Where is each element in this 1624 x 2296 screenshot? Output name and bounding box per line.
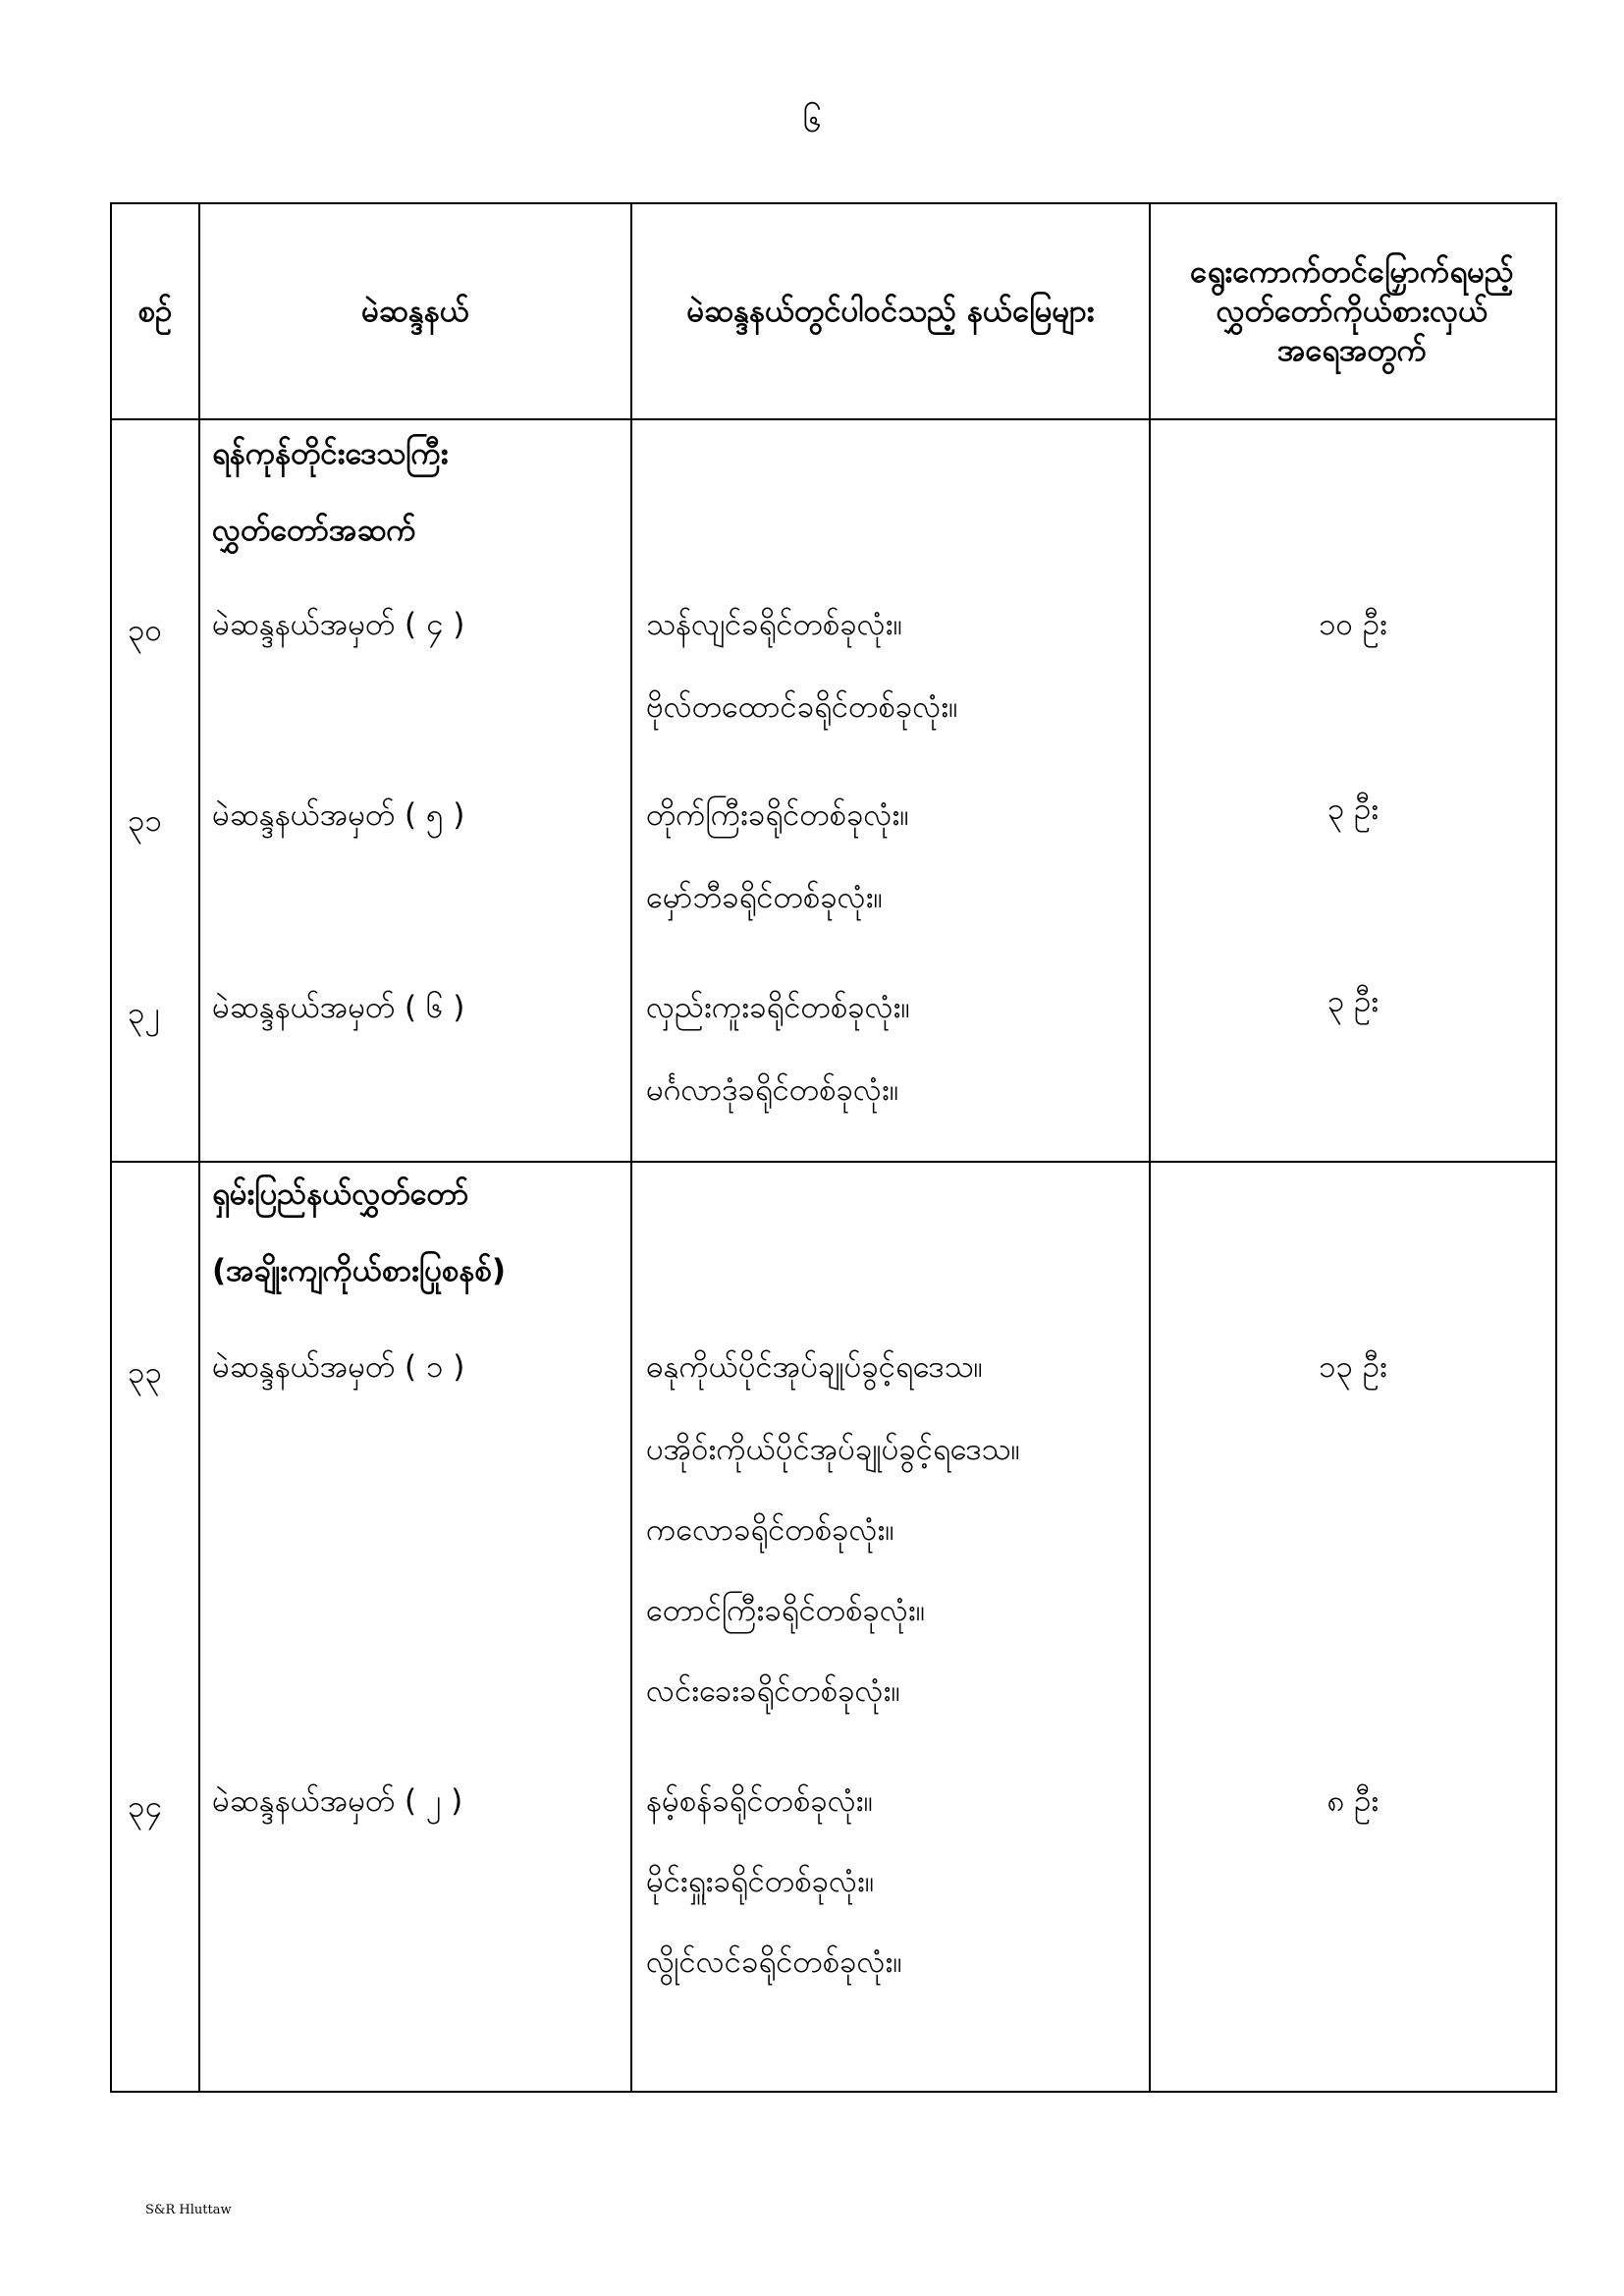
row-area: ဗိုလ်တထောင်ခရိုင်တစ်ခုလုံး။	[646, 689, 958, 725]
row-area: ဓနုကိုယ်ပိုင်အုပ်ချုပ်ခွင့်ရဒေသ။	[646, 1349, 983, 1385]
row-constituency: မဲဆန္ဒနယ်အမှတ် ( ၂ )	[212, 1783, 463, 1819]
row-area: မိုင်းရှူးခရိုင်တစ်ခုလုံး။	[646, 1864, 875, 1899]
table-border-bottom	[110, 2091, 1557, 2093]
row-number: ၃၁	[128, 803, 162, 839]
row-area: တောင်ကြီးခရိုင်တစ်ခုလုံး။	[646, 1593, 926, 1628]
section-title-line: ရန်ကုန်တိုင်းဒေသကြီး	[212, 436, 449, 471]
row-constituency: မဲဆန္ဒနယ်အမှတ် ( ၅ )	[212, 797, 465, 833]
section-title-line: လွှတ်တော်အဆက်	[212, 513, 416, 548]
row-number: ၃၀	[128, 613, 162, 648]
row-representative-count: ၃ ဦး	[1326, 792, 1380, 827]
row-number: ၃၃	[128, 1355, 162, 1391]
section-title-line: ရှမ်းပြည်နယ်လွှတ်တော်	[212, 1176, 469, 1212]
row-area: လင်းခေးခရိုင်တစ်ခုလုံး။	[646, 1673, 900, 1709]
row-area: တိုက်ကြီးခရိုင်တစ်ခုလုံး။	[646, 797, 909, 833]
table-border-left	[110, 202, 112, 2093]
row-representative-count: ၃ ဦး	[1326, 984, 1380, 1019]
row-area: မှော်ဘီခရိုင်တစ်ခုလုံး။	[646, 880, 883, 915]
row-number: ၃၂	[128, 996, 160, 1031]
column-divider-2	[630, 202, 632, 2093]
column-divider-1	[198, 202, 200, 2093]
row-area: သန်လျင်ခရိုင်တစ်ခုလုံး။	[646, 607, 902, 642]
header-representatives: ရွေးကောက်တင်မြှောက်ရမည့် လွှတ်တော်ကိုယ်စားလှယ် အရေအတွက်	[1190, 254, 1514, 368]
row-representative-count: ၈ ဦး	[1326, 1783, 1380, 1819]
row-constituency: မဲဆန္ဒနယ်အမှတ် ( ၆ )	[212, 990, 465, 1025]
row-area: မင်္ဂလာဒုံခရိုင်တစ်ခုလုံး။	[646, 1072, 899, 1108]
header-included-areas: မဲဆန္ဒနယ်တွင်ပါဝင်သည့် နယ်မြေများ	[686, 294, 1095, 329]
row-constituency: မဲဆန္ဒနယ်အမှတ် ( ၁ )	[212, 1349, 465, 1385]
header-constituency: မဲဆန္ဒနယ်	[361, 294, 469, 329]
page-number: ၆	[802, 101, 822, 140]
row-area: ကလောခရိုင်တစ်ခုလုံး။	[646, 1512, 894, 1548]
row-area: ပအိုဝ်းကိုယ်ပိုင်အုပ်ချုပ်ခွင့်ရဒေသ။	[646, 1432, 1020, 1467]
row-representative-count: ၁၀ ဦး	[1319, 607, 1387, 642]
section-title-line: (အချိုးကျကိုယ်စားပြုစနစ်)	[212, 1253, 506, 1288]
section-divider	[110, 1161, 1557, 1163]
header-no: စဉ်	[137, 294, 173, 329]
constituency-table	[110, 202, 1557, 2093]
row-representative-count: ၁၃ ဦး	[1319, 1349, 1387, 1385]
table-border-right	[1555, 202, 1557, 2093]
row-area: နမ့်စန်ခရိုင်တစ်ခုလုံး။	[646, 1783, 874, 1819]
footer-text: S&R Hluttaw	[145, 2203, 232, 2217]
row-area: လွိုင်လင်ခရိုင်တစ်ခုလုံး။	[646, 1944, 902, 1980]
row-constituency: မဲဆန္ဒနယ်အမှတ် ( ၄ )	[212, 607, 465, 642]
header-divider	[110, 418, 1557, 420]
row-area: လှည်းကူးခရိုင်တစ်ခုလုံး။	[646, 990, 910, 1025]
row-number: ၃၄	[128, 1789, 162, 1825]
